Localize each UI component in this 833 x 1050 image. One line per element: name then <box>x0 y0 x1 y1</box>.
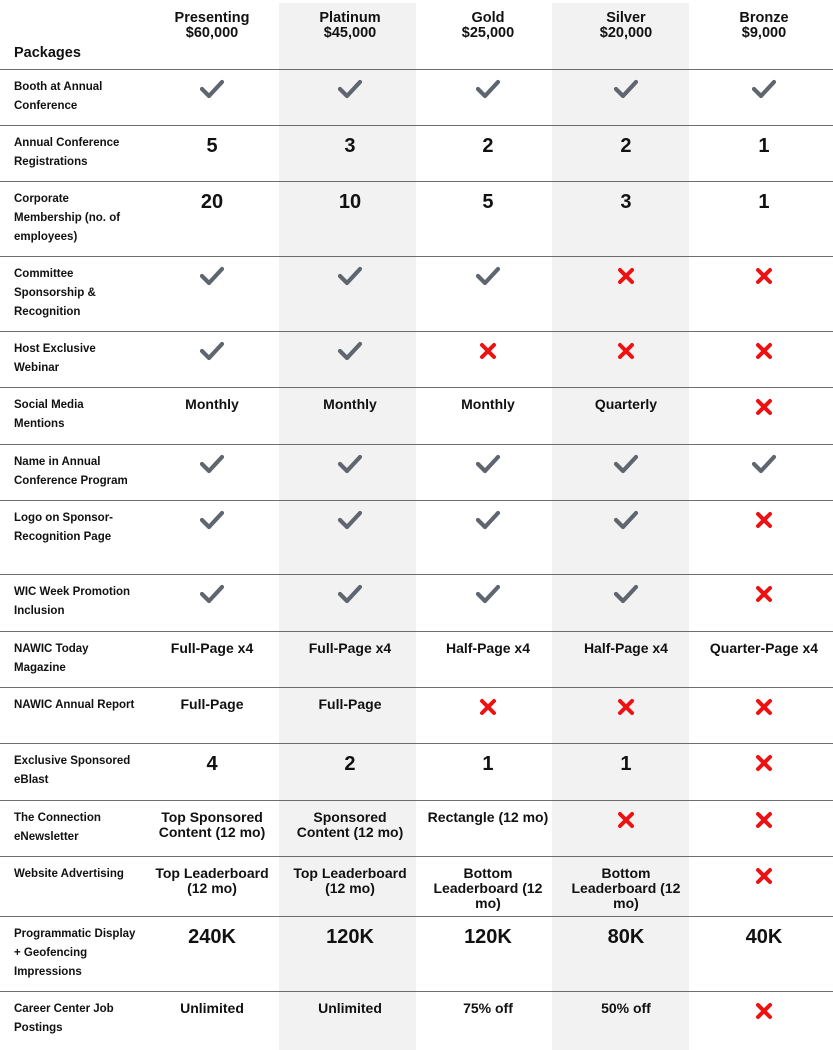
table-row <box>0 444 833 500</box>
cell-number: 20 <box>200 190 224 213</box>
cell-silver <box>557 500 695 574</box>
table-row <box>0 181 833 256</box>
cross-icon <box>557 332 695 363</box>
cross-icon <box>695 575 833 606</box>
row-label-cell <box>0 856 143 916</box>
cell-text: Rectangle (12 mo) <box>427 808 549 825</box>
column-price: $45,000 <box>323 25 377 41</box>
cell-presenting <box>143 631 281 687</box>
cell-number: 1 <box>758 134 770 157</box>
column-name: Bronze <box>739 10 789 26</box>
row-label-cell <box>0 181 143 256</box>
cell-bronze <box>695 256 833 331</box>
cell-number: 5 <box>206 134 218 157</box>
cell-silver <box>557 125 695 181</box>
cell-text: Top Leaderboard (12 mo) <box>293 864 407 896</box>
cell-number: 2 <box>620 134 632 157</box>
cell-presenting <box>143 743 281 800</box>
check-icon <box>281 70 419 101</box>
check-icon <box>281 257 419 288</box>
cell-presenting <box>143 500 281 574</box>
row-label: Host Exclusive Webinar <box>14 342 96 374</box>
cell-text: Top Sponsored Content (12 mo) <box>158 808 266 840</box>
cell-gold <box>419 991 557 1048</box>
cell-gold <box>419 331 557 387</box>
cell-presenting <box>143 125 281 181</box>
cell-gold <box>419 916 557 991</box>
check-icon <box>143 332 281 363</box>
table-body <box>0 69 833 1048</box>
cell-text: Bottom Leaderboard (12 mo) <box>571 864 681 911</box>
row-label: Corporate Membership (no. of employees) <box>14 192 121 243</box>
cell-bronze <box>695 444 833 500</box>
column-header-platinum <box>281 0 419 69</box>
check-icon <box>695 70 833 101</box>
check-icon <box>695 445 833 476</box>
cell-number: 80K <box>607 925 645 948</box>
cell-platinum <box>281 500 419 574</box>
row-label-cell <box>0 125 143 181</box>
cell-number: 40K <box>745 925 783 948</box>
check-icon <box>281 445 419 476</box>
row-label-cell <box>0 500 143 574</box>
column-header-silver <box>557 0 695 69</box>
cell-silver <box>557 856 695 916</box>
cell-text: Full-Page x4 <box>308 639 392 656</box>
cell-platinum <box>281 991 419 1048</box>
cell-presenting <box>143 444 281 500</box>
row-label: Booth at Annual Conference <box>14 80 103 112</box>
cell-gold <box>419 387 557 444</box>
cell-silver <box>557 256 695 331</box>
check-icon <box>557 575 695 606</box>
row-label-cell <box>0 991 143 1048</box>
header-row <box>0 0 833 69</box>
cell-text: Bottom Leaderboard (12 mo) <box>433 864 543 911</box>
table-row <box>0 631 833 687</box>
check-icon <box>419 501 557 532</box>
cell-platinum <box>281 916 419 991</box>
cell-bronze <box>695 631 833 687</box>
column-price: $9,000 <box>741 25 787 41</box>
cell-bronze <box>695 856 833 916</box>
cell-bronze <box>695 687 833 743</box>
column-price: $60,000 <box>185 25 239 41</box>
cell-gold <box>419 256 557 331</box>
table-row <box>0 916 833 991</box>
cell-silver <box>557 743 695 800</box>
check-icon <box>419 575 557 606</box>
check-icon <box>419 445 557 476</box>
column-name: Silver <box>606 10 646 26</box>
row-label-cell <box>0 687 143 743</box>
cell-text: Full-Page <box>180 695 244 712</box>
cell-platinum <box>281 444 419 500</box>
cell-presenting <box>143 574 281 631</box>
cell-bronze <box>695 800 833 856</box>
cell-number: 3 <box>344 134 356 157</box>
cross-icon <box>695 992 833 1023</box>
table-row <box>0 125 833 181</box>
row-label: NAWIC Annual Report <box>14 698 135 711</box>
cross-icon <box>695 388 833 419</box>
cell-text: 50% off <box>601 999 651 1016</box>
cross-icon <box>557 801 695 832</box>
cross-icon <box>695 688 833 719</box>
table-row <box>0 800 833 856</box>
cross-icon <box>695 857 833 888</box>
column-price: $20,000 <box>599 25 653 41</box>
cell-text: Monthly <box>185 395 239 412</box>
cell-silver <box>557 687 695 743</box>
cell-platinum <box>281 125 419 181</box>
cell-presenting <box>143 856 281 916</box>
cell-platinum <box>281 687 419 743</box>
cell-platinum <box>281 574 419 631</box>
cross-icon <box>419 688 557 719</box>
cell-bronze <box>695 181 833 256</box>
cell-bronze <box>695 69 833 125</box>
column-header-bronze <box>695 0 833 69</box>
cell-text: Full-Page <box>318 695 382 712</box>
table-row <box>0 687 833 743</box>
cell-gold <box>419 631 557 687</box>
cell-text: Quarter-Page x4 <box>709 639 819 656</box>
check-icon <box>557 70 695 101</box>
row-label: Career Center Job Postings <box>14 1002 114 1034</box>
cell-silver <box>557 991 695 1048</box>
cell-platinum <box>281 256 419 331</box>
cross-icon <box>695 257 833 288</box>
cell-gold <box>419 800 557 856</box>
cell-silver <box>557 916 695 991</box>
packages-header <box>0 0 143 69</box>
cell-number: 2 <box>344 752 356 775</box>
cell-gold <box>419 687 557 743</box>
cell-gold <box>419 743 557 800</box>
row-label: NAWIC Today Magazine <box>14 642 89 674</box>
cell-gold <box>419 69 557 125</box>
check-icon <box>143 575 281 606</box>
row-label: Name in Annual Conference Program <box>14 455 128 487</box>
table-row <box>0 69 833 125</box>
check-icon <box>143 70 281 101</box>
cell-gold <box>419 500 557 574</box>
table-row <box>0 856 833 916</box>
row-label-cell <box>0 387 143 444</box>
cell-silver <box>557 331 695 387</box>
cell-number: 240K <box>188 925 236 948</box>
cross-icon <box>695 332 833 363</box>
cell-presenting <box>143 991 281 1048</box>
cross-icon <box>695 501 833 532</box>
table-row <box>0 991 833 1048</box>
cell-bronze <box>695 125 833 181</box>
check-icon <box>143 257 281 288</box>
cell-number: 1 <box>620 752 632 775</box>
cell-silver <box>557 800 695 856</box>
check-icon <box>143 501 281 532</box>
row-label: Annual Conference Registrations <box>14 136 120 168</box>
cell-presenting <box>143 687 281 743</box>
cell-text: Half-Page x4 <box>445 639 530 656</box>
cell-silver <box>557 631 695 687</box>
cell-gold <box>419 444 557 500</box>
cell-presenting <box>143 69 281 125</box>
cell-presenting <box>143 256 281 331</box>
cell-bronze <box>695 916 833 991</box>
cell-text: Monthly <box>461 395 515 412</box>
cell-gold <box>419 574 557 631</box>
cell-number: 1 <box>758 190 770 213</box>
cell-bronze <box>695 574 833 631</box>
row-label-cell <box>0 631 143 687</box>
cell-silver <box>557 387 695 444</box>
row-label: Social Media Mentions <box>14 398 84 430</box>
cell-platinum <box>281 387 419 444</box>
row-label-cell <box>0 69 143 125</box>
row-label: Programmatic Display + Geofencing Impressions <box>14 927 136 978</box>
cell-bronze <box>695 991 833 1048</box>
cell-presenting <box>143 331 281 387</box>
cell-text: Top Leaderboard (12 mo) <box>155 864 269 896</box>
row-label: WIC Week Promotion Inclusion <box>14 585 131 617</box>
cell-number: 10 <box>338 190 362 213</box>
cell-silver <box>557 181 695 256</box>
cross-icon <box>695 801 833 832</box>
cell-bronze <box>695 331 833 387</box>
column-header-gold <box>419 0 557 69</box>
table-row <box>0 331 833 387</box>
cell-platinum <box>281 331 419 387</box>
cell-text: Half-Page x4 <box>583 639 668 656</box>
cell-presenting <box>143 916 281 991</box>
cell-number: 1 <box>482 752 494 775</box>
row-label-cell <box>0 743 143 800</box>
cell-number: 5 <box>482 190 494 213</box>
cell-platinum <box>281 69 419 125</box>
column-name: Presenting <box>174 10 250 26</box>
table-row <box>0 500 833 574</box>
row-label: Committee Sponsorship & Recognition <box>14 267 96 318</box>
cell-text: Unlimited <box>180 999 244 1016</box>
packages-label: Packages <box>14 44 81 61</box>
table-row <box>0 743 833 800</box>
cell-text: 75% off <box>463 999 513 1016</box>
cell-bronze <box>695 743 833 800</box>
cell-presenting <box>143 800 281 856</box>
row-label-cell <box>0 916 143 991</box>
cell-silver <box>557 444 695 500</box>
check-icon <box>281 332 419 363</box>
cell-text: Monthly <box>323 395 377 412</box>
row-label: Website Advertising <box>14 867 124 880</box>
cell-gold <box>419 181 557 256</box>
column-name: Gold <box>471 10 505 26</box>
cell-platinum <box>281 631 419 687</box>
cross-icon <box>419 332 557 363</box>
cell-number: 120K <box>326 925 374 948</box>
row-label: Logo on Sponsor-Recognition Page <box>14 511 114 543</box>
cell-platinum <box>281 856 419 916</box>
table-row <box>0 387 833 444</box>
check-icon <box>281 501 419 532</box>
table-row <box>0 256 833 331</box>
cell-text: Quarterly <box>594 395 658 412</box>
cell-silver <box>557 574 695 631</box>
cell-presenting <box>143 181 281 256</box>
cross-icon <box>695 744 833 775</box>
cell-text: Sponsored Content (12 mo) <box>296 808 404 840</box>
cell-bronze <box>695 387 833 444</box>
cell-bronze <box>695 500 833 574</box>
cell-number: 2 <box>482 134 494 157</box>
cell-gold <box>419 125 557 181</box>
check-icon <box>281 575 419 606</box>
cross-icon <box>557 257 695 288</box>
check-icon <box>557 445 695 476</box>
row-label-cell <box>0 800 143 856</box>
cell-number: 4 <box>206 752 218 775</box>
cell-number: 3 <box>620 190 632 213</box>
row-label-cell <box>0 331 143 387</box>
check-icon <box>143 445 281 476</box>
check-icon <box>557 501 695 532</box>
column-price: $25,000 <box>461 25 515 41</box>
table-row <box>0 574 833 631</box>
cell-presenting <box>143 387 281 444</box>
row-label-cell <box>0 256 143 331</box>
column-header-presenting <box>143 0 281 69</box>
cell-text: Full-Page x4 <box>170 639 254 656</box>
cell-silver <box>557 69 695 125</box>
cell-gold <box>419 856 557 916</box>
row-label: The Connection eNewsletter <box>14 811 101 843</box>
check-icon <box>419 257 557 288</box>
row-label-cell <box>0 574 143 631</box>
column-name: Platinum <box>319 10 381 26</box>
cell-platinum <box>281 181 419 256</box>
cell-platinum <box>281 743 419 800</box>
cell-platinum <box>281 800 419 856</box>
cross-icon <box>557 688 695 719</box>
cell-text: Unlimited <box>318 999 382 1016</box>
row-label-cell <box>0 444 143 500</box>
row-label: Exclusive Sponsored eBlast <box>14 754 131 786</box>
cell-number: 120K <box>464 925 512 948</box>
check-icon <box>419 70 557 101</box>
